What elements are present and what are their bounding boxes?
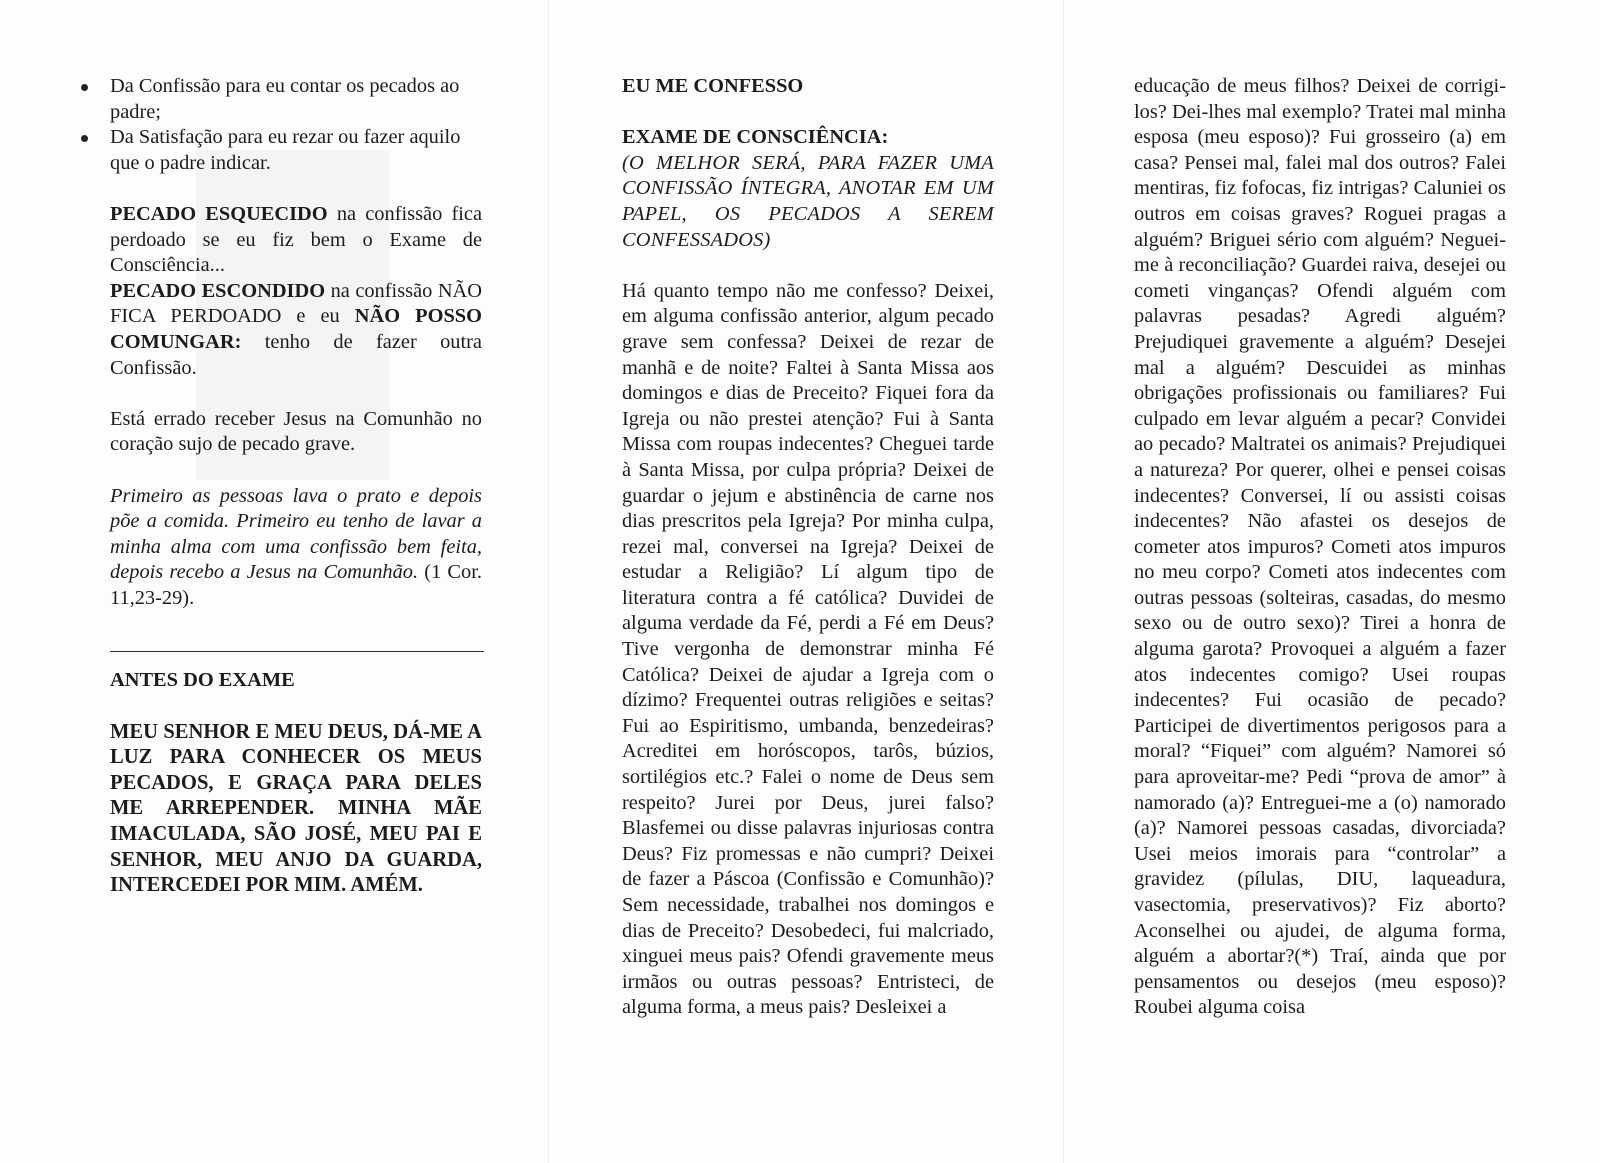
forgotten-sin-paragraph: [110, 202, 482, 279]
exam-heading: EXAME DE CONSCIÊNCIA:: [622, 126, 889, 149]
fold-line-left: [548, 0, 549, 1163]
cannot-commune-label: NÃO POSSO COMUNGAR:: [110, 305, 482, 353]
wrong-communion-text: Está errado receber Jesus na Comunhão no coração sujo de pecado grave.: [110, 407, 482, 456]
hidden-sin-text-end: tenho de fazer outra Confissão.: [110, 330, 482, 379]
exam-note: (O MELHOR SERÁ, PARA FAZER UMA CONFISSÃO ÍNTEGRA, ANOTAR EM UM PAPEL, OS PECADOS A SEREM CONFESSADOS): [622, 151, 994, 251]
prayer-text: MEU SENHOR E MEU DEUS, DÁ-ME A LUZ PARA CONHECER OS MEUS PECADOS, E GRAÇA PARA DELES ME ARREPENDER. MINHA MÃE IMACULADA, SÃO JOSÉ, MEU PAI E SENHOR, MEU ANJO DA GUARDA, INTERCEDEI POR MIM. AMÉM.: [110, 720, 482, 897]
analogy-paragraph: [110, 484, 482, 612]
hidden-sin-paragraph: [110, 279, 482, 381]
bible-reference: (1 Cor. 11,23-29).: [110, 561, 482, 609]
column-left: [110, 74, 482, 899]
forgotten-sin-label: PECADO ESQUECIDO: [110, 202, 328, 225]
sacrament-parts-list: [110, 74, 482, 176]
list-item: Da Satisfação para eu rezar ou fazer aquilo que o padre indicar.: [110, 125, 482, 176]
list-item: Da Confissão para eu contar os pecados ao padre;: [110, 74, 482, 125]
column-right: [1134, 74, 1506, 1021]
hidden-sin-text: na confissão NÃO FICA PERDOADO e eu: [110, 279, 482, 328]
fold-line-right: [1063, 0, 1064, 1163]
analogy-text: Primeiro as pessoas lava o prato e depois põe a comida. Primeiro eu tenho de lavar a minha alma com uma confissão bem feita, depois recebo a Jesus na Comunhão.: [110, 484, 482, 584]
column-middle: [622, 74, 994, 1021]
section-divider: [110, 651, 484, 652]
hidden-sin-label: PECADO ESCONDIDO: [110, 279, 326, 302]
forgotten-sin-text: na confissão fica perdoado se eu fiz bem o Exame de Consciência...: [110, 202, 482, 277]
before-exam-title: ANTES DO EXAME: [110, 669, 295, 692]
confess-heading: EU ME CONFESSO: [622, 75, 804, 97]
exam-questions-continued: educação de meus filhos? Deixei de corrigi-los? Dei-lhes mal exemplo? Tratei mal minha esposa (meu esposo)? Fui grosseiro (a) em casa? Pensei mal, falei mal dos outros? Falei mentiras, fiz fofocas, fiz intrigas? Caluniei os outros em coisas graves? Roguei pragas a alguém? Briguei sério com alguém? Neguei-me à reconciliação? Guardei raiva, desejei ou cometi vinganças? Ofendi alguém com palavras pesadas? Agredi alguém? Prejudiquei gravemente a alguém? Desejei mal a alguém? Descuidei as minhas obrigações profissionais ou familiares? Fui culpado em levar alguém a pecar? Convidei ao pecado? Maltratei os animais? Prejudiquei a natureza? Por querer, olhei e pensei coisas indecentes? Conversei, lí ou assisti coisas indecentes? Não afastei os desejos de cometer atos impuros? Cometi atos impuros no meu corpo? Cometi atos indecentes com outras pessoas (solteiras, casadas, do mesmo sexo ou de outro sexo)? Tirei a honra de alguma garota? Provoquei a alguém a fazer atos indecentes comigo? Usei roupas indecentes? Fui ocasião de pecado? Participei de divertimentos perigosos para a moral? “Fiquei” com alguém? Namorei só para aproveitar-me? Pedi “prova de amor” à namorado (a)? Entreguei-me a (o) namorado (a)? Namorei pessoas casadas, divorciada? Usei meios imorais para “controlar” a gravidez (pílulas, DIU, laqueadura, vasectomia, preservativos)? Fiz aborto? Aconselhei ou ajudei, de alguma forma, alguém a abortar?(*) Traí, ainda que por pensamentos ou desejos (meu esposo)? Roubei alguma coisa: [1134, 75, 1506, 1019]
exam-questions-text: Há quanto tempo não me confesso? Deixei, em alguma confissão anterior, algum pecado grave sem confessa? Deixei de rezar de manhã e de noite? Faltei à Santa Missa aos domingos e dias de Preceito? Fiquei fora da Igreja ou não prestei atenção? Fui à Santa Missa com roupas indecentes? Cheguei tarde à Santa Missa, por culpa própria? Deixei de guardar o jejum e abstinência de carne nos dias prescritos pela Igreja? Por minha culpa, rezei mal, conversei na Igreja? Deixei de estudar a Religião? Lí algum tipo de literatura contra a fé católica? Duvidei de alguma verdade da Fé, perdi a Fé em Deus? Tive vergonha de demonstrar minha Fé Católica? Deixei de ajudar a Igreja com o dízimo? Frequentei outras religiões e seitas? Fui ao Espiritismo, umbanda, benzedeiras? Acreditei em horóscopos, tarôs, búzios, sortilégios etc.? Falei o nome de Deus sem respeito? Jurei por Deus, jurei falso? Blasfemei ou disse palavras injuriosas contra Deus? Fiz promessas e não cumpri? Deixei de fazer a Páscoa (Confissão e Comunhão)? Sem necessidade, trabalhei nos domingos e dias de Preceito? Desobedeci, fui malcriado, xinguei meus pais? Ofendi gravemente meus irmãos ou outras pessoas? Entristeci, de alguma forma, a meus pais? Desleixei a: [622, 279, 994, 1019]
